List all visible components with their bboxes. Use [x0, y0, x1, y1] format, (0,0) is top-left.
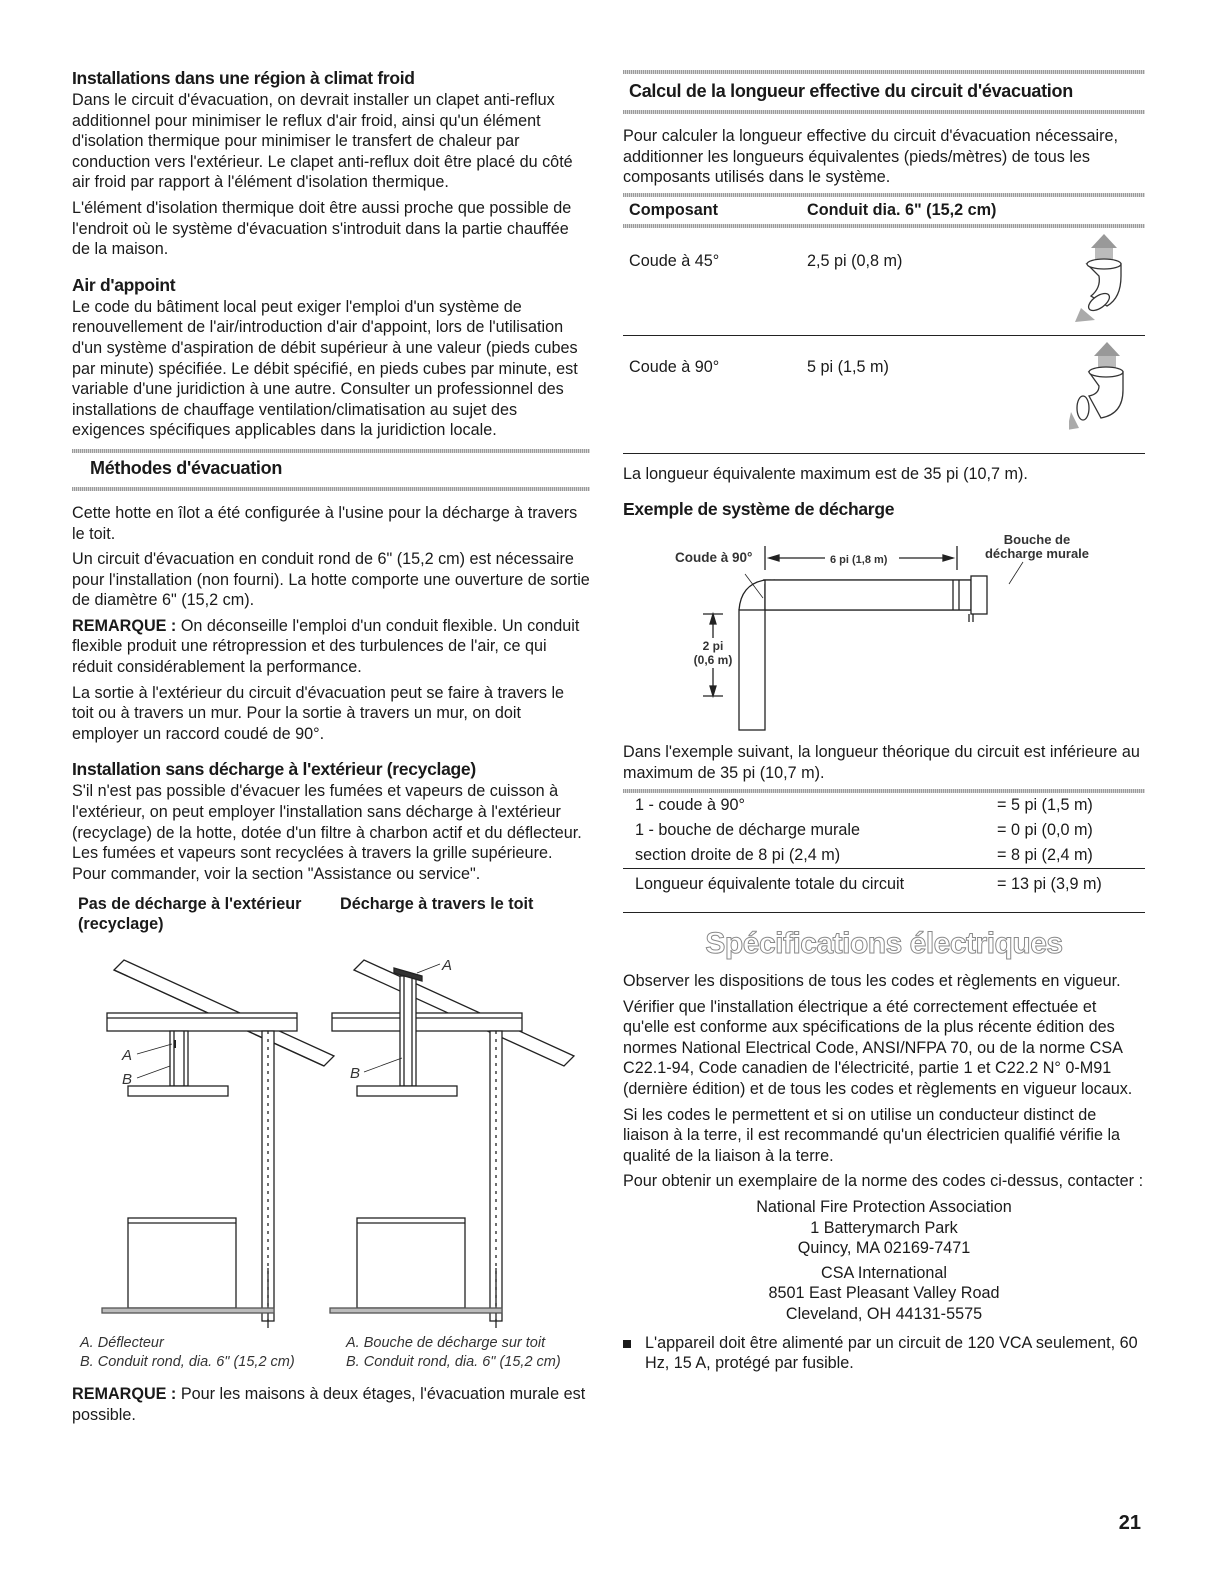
remark-text: On déconseille l'emploi d'un conduit flexible. Un conduit flexible produit une rétropression et des turbulences de l'air, ce qui réduit considérablement la performance. [72, 616, 580, 677]
address-line: 1 Batterymarch Park [810, 1218, 958, 1237]
diagram-title-roof: Décharge à travers le toit [340, 895, 534, 914]
example-diagram [623, 528, 1145, 738]
address-line: Cleveland, OH 44131-5575 [785, 1304, 983, 1323]
row-value: = 0 pi (0,0 m) [997, 820, 1093, 839]
table-row [623, 843, 1145, 869]
address-nfpa [623, 1197, 1145, 1259]
paragraph: Si les codes le permettent et si on utilise un conducteur distinct de liaison à la terre, il est recommandé qu'un électricien qualifié vérifie la qualité de la liaison à la terre. [623, 1105, 1121, 1165]
th-duct: Conduit dia. 6" (15,2 cm) [807, 200, 997, 219]
remark-paragraph [72, 1384, 590, 1425]
component-name: Coude à 90° [629, 357, 720, 376]
label-length: 6 pi (1,8 m) [830, 554, 888, 567]
paragraph: La sortie à l'extérieur du circuit d'évacuation peut se faire à travers le toit ou à travers un mur. Pour la sortie à travers un mur, on doit employer un raccord coudé de 90°. [72, 683, 565, 743]
remark-text: Pour les maisons à deux étages, l'évacuation murale est possible. [72, 1385, 586, 1424]
row-value: = 8 pi (2,4 m) [997, 845, 1093, 864]
row-name: 1 - bouche de décharge murale [635, 820, 860, 839]
right-column [623, 70, 1145, 1374]
label-wall-cap-2: décharge murale [984, 546, 1090, 562]
paragraph: Le code du bâtiment local peut exiger l'emploi d'un système de renouvellement de l'air/introduction d'air d'appoint, lors de l'utilisation d'un système d'aspiration de débit supérieur à une valeur (pieds cubes par minute) spécifiée. Le débit spécifié, en pieds cubes par minute, est variable d'une juridiction à une autre. Consulter un professionnel des installations de chauffage ventilation/climatisation au sujet des exigences spécifiques applicables dans la juridiction locale. [72, 297, 578, 440]
label-a: A [122, 1047, 133, 1065]
caption: B. Conduit rond, dia. 6" (15,2 cm) [80, 1354, 295, 1371]
row-value: = 5 pi (1,5 m) [997, 795, 1093, 814]
remark-label: REMARQUE : [72, 616, 177, 635]
diagram-captions [72, 1334, 590, 1372]
paragraph: Un circuit d'évacuation en conduit rond de 6" (15,2 cm) est nécessaire pour l'installation (non fourni). La hotte comporte une ouverture de sortie de diamètre 6" (15,2 cm). [72, 550, 590, 610]
label-a: A [442, 957, 453, 975]
address-line: 8501 East Pleasant Valley Road [768, 1284, 1000, 1303]
paragraph: Pour obtenir un exemplaire de la norme des codes ci-dessus, contacter : [623, 1172, 1144, 1191]
remark-label: REMARQUE : [72, 1385, 177, 1404]
table-row [623, 818, 1145, 843]
label-wall-cap-1: Bouche de [1003, 532, 1071, 548]
paragraph: La longueur équivalente maximum est de 35 pi (10,7 m). [623, 464, 1028, 483]
paragraph: Dans le circuit d'évacuation, on devrait installer un clapet anti-reflux additionnel pour minimiser le reflux d'air froid, ainsi qu'un élément d'isolation thermique pour minimiser le transfert de chaleur par conduction vers l'extérieur. Le clapet anti-reflux doit être placé du côté air froid par rapport à l'élément d'isolation thermique. [72, 91, 573, 192]
caption: B. Conduit rond, dia. 6" (15,2 cm) [346, 1354, 561, 1371]
table-row [623, 793, 1145, 818]
row-name: section droite de 8 pi (2,4 m) [635, 845, 841, 864]
address-csa [623, 1263, 1145, 1325]
heading-methods: Méthodes d'évacuation [90, 457, 283, 478]
heading-makeup-air: Air d'appoint [72, 274, 176, 295]
paragraph: Dans l'exemple suivant, la longueur théorique du circuit est inférieure au maximum de 35 pi (10,7 m). [623, 743, 1140, 782]
paragraph: Vérifier que l'installation électrique a été correctement effectuée et qu'elle est conforme aux spécifications de la plus récente édition des normes National Electrical Code, ANSI/NFPA 70, ou de la norme CSA C22.1-94, Code canadien de l'électricité, partie 1 et C22.2 N° 0-M91 (dernière édition) et de tous les codes et règlements en vigueur locaux. [623, 997, 1133, 1099]
elbow-45-icon [1069, 234, 1139, 324]
heading-recycle: Installation sans décharge à l'extérieur (recyclage) [72, 759, 476, 780]
label-vert-1: 2 pi [702, 639, 724, 654]
component-table [623, 201, 1145, 224]
label-b: B [122, 1071, 133, 1089]
heading-electrical: Spécifications électriques [705, 927, 1063, 961]
address-line: CSA International [821, 1263, 947, 1282]
paragraph: Pour calculer la longueur effective du circuit d'évacuation nécessaire, additionner les longueurs équivalentes (pieds/mètres) de tous les composants utilisés dans le système. [623, 127, 1118, 187]
caption: A. Déflecteur [80, 1335, 164, 1352]
paragraph: S'il n'est pas possible d'évacuer les fumées et vapeurs de cuisson à l'extérieur, on peut employer l'installation sans décharge à l'extérieur (recyclage) de la hotte, dotée d'un filtre à charbon actif et du déflecteur. Les fumées et vapeurs sont recyclées à travers la grille supérieure. Pour commander, voir la section "Assistance ou service". [72, 782, 582, 883]
diagram-title-recycle: Pas de décharge à l'extérieur (recyclage) [78, 895, 302, 934]
heading-calc: Calcul de la longueur effective du circuit d'évacuation [629, 81, 1073, 101]
bullet-text: L'appareil doit être alimenté par un circuit de 120 VCA seulement, 60 Hz, 15 A, protégé par fusible. [645, 1333, 1138, 1373]
heading-cold-climate: Installations dans une région à climat froid [72, 68, 415, 88]
component-value: 5 pi (1,5 m) [807, 357, 889, 376]
caption: A. Bouche de décharge sur toit [346, 1335, 546, 1352]
diagram-roof [330, 957, 574, 1328]
diagram-recycle [102, 960, 334, 1328]
label-vert-2: (0,6 m) [693, 653, 733, 668]
paragraph: L'élément d'isolation thermique doit être aussi proche que possible de l'endroit où le système d'évacuation s'introduit dans la partie chauffée de la maison. [72, 198, 572, 259]
example-table [623, 793, 1145, 901]
label-b: B [350, 1065, 361, 1083]
heading-example: Exemple de système de décharge [623, 499, 895, 520]
left-column [72, 64, 590, 1431]
address-line: Quincy, MA 02169-7471 [797, 1239, 971, 1258]
section-header-methods [72, 449, 590, 491]
table-row-total [623, 868, 1145, 900]
address-line: National Fire Protection Association [756, 1198, 1012, 1216]
venting-diagrams [72, 948, 590, 1328]
component-value: 2,5 pi (0,8 m) [807, 251, 903, 270]
paragraph: Observer les dispositions de tous les codes et règlements en vigueur. [623, 972, 1121, 991]
component-rows [623, 228, 1145, 454]
page-number: 21 [1118, 1512, 1141, 1534]
paragraph: Cette hotte en îlot a été configurée à l'usine pour la décharge à travers le toit. [72, 503, 578, 543]
total-name: Longueur équivalente totale du circuit [635, 874, 905, 893]
bullet-square-icon [623, 1340, 631, 1348]
section-header-calc [623, 70, 1145, 114]
diagram-titles [72, 894, 590, 934]
th-component: Composant [629, 200, 719, 219]
row-name: 1 - coude à 90° [635, 795, 745, 814]
label-elbow: Coude à 90° [675, 550, 753, 566]
total-value: = 13 pi (3,9 m) [997, 874, 1102, 893]
bullet-item [623, 1333, 1145, 1374]
component-name: Coude à 45° [629, 251, 720, 270]
remark-paragraph [72, 616, 590, 678]
elbow-90-icon [1069, 342, 1139, 442]
